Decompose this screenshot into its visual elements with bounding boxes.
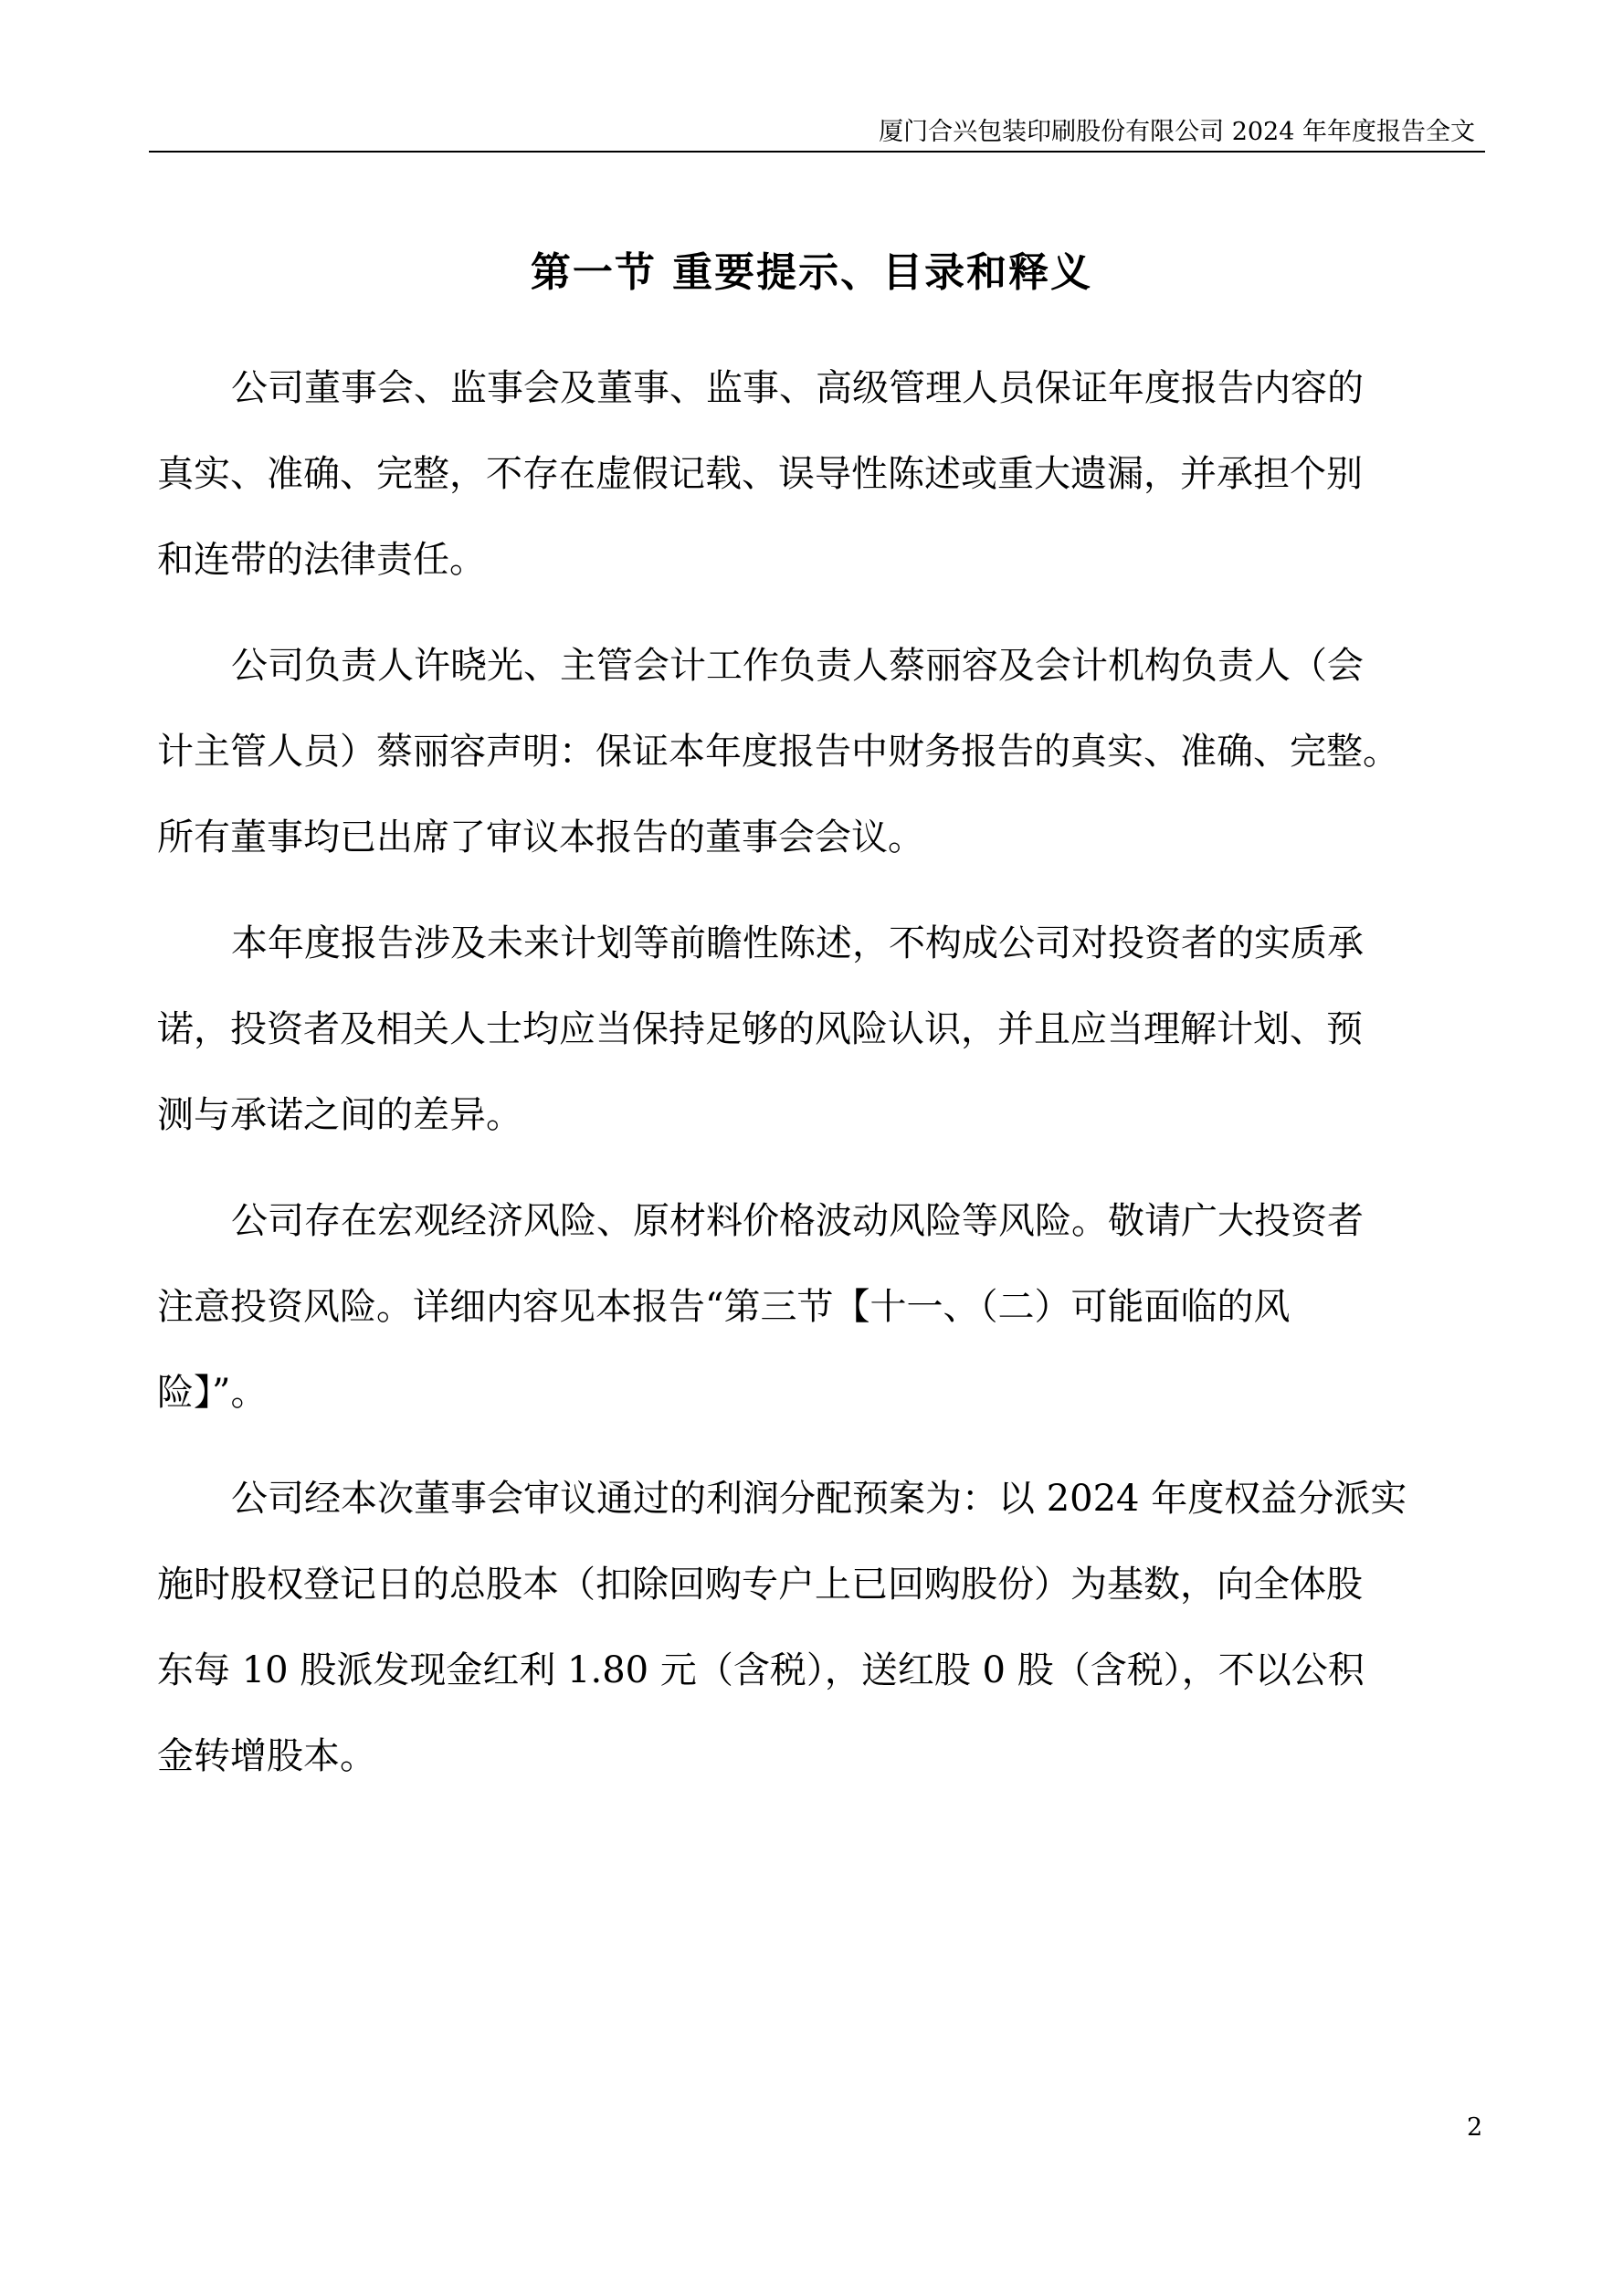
paragraph-responsible-persons — [157, 623, 1454, 880]
paragraph-line: 公司董事会、监事会及董事、监事、高级管理人员保证年度报告内容的 — [231, 367, 1364, 409]
paragraph-line: 和连带的法律责任。 — [157, 539, 486, 581]
paragraph-risk-notice — [157, 1178, 1454, 1436]
paragraph-line: 诺，投资者及相关人士均应当保持足够的风险认识，并且应当理解计划、预 — [157, 1008, 1363, 1050]
header-divider — [149, 151, 1485, 153]
paragraph-profit-distribution — [157, 1456, 1454, 1799]
paragraph-line: 险】”。 — [157, 1372, 268, 1414]
paragraph-forward-looking — [157, 900, 1454, 1158]
paragraph-line: 公司存在宏观经济风险、原材料价格波动风险等风险。敬请广大投资者 — [231, 1200, 1364, 1242]
paragraph-line: 金转增股本。 — [157, 1735, 376, 1777]
paragraph-line: 所有董事均已出席了审议本报告的董事会会议。 — [157, 816, 924, 858]
paragraph-line: 注意投资风险。详细内容见本报告“第三节【十一、（二）可能面临的风 — [157, 1286, 1291, 1328]
report-header-title: 厦门合兴包装印刷股份有限公司 2024 年年度报告全文 — [879, 118, 1475, 146]
paragraph-line: 本年度报告涉及未来计划等前瞻性陈述，不构成公司对投资者的实质承 — [231, 922, 1364, 964]
paragraph-line: 公司经本次董事会审议通过的利润分配预案为：以 2024 年度权益分派实 — [231, 1478, 1407, 1520]
paragraph-line: 东每 10 股派发现金红利 1.80 元（含税），送红股 0 股（含税），不以公积 — [157, 1649, 1365, 1691]
page-number: 2 — [1467, 2113, 1483, 2142]
section-title: 第一节 重要提示、目录和释义 — [530, 249, 1093, 296]
paragraph-line: 测与承诺之间的差异。 — [157, 1094, 522, 1136]
paragraph-line: 公司负责人许晓光、主管会计工作负责人蔡丽容及会计机构负责人（会 — [231, 645, 1364, 687]
paragraph-board-guarantee — [157, 345, 1454, 603]
paragraph-line: 计主管人员）蔡丽容声明：保证本年度报告中财务报告的真实、准确、完整。 — [157, 731, 1399, 773]
paragraph-line: 施时股权登记日的总股本（扣除回购专户上已回购股份）为基数，向全体股 — [157, 1564, 1363, 1606]
paragraph-line: 真实、准确、完整，不存在虚假记载、误导性陈述或重大遗漏，并承担个别 — [157, 453, 1363, 495]
